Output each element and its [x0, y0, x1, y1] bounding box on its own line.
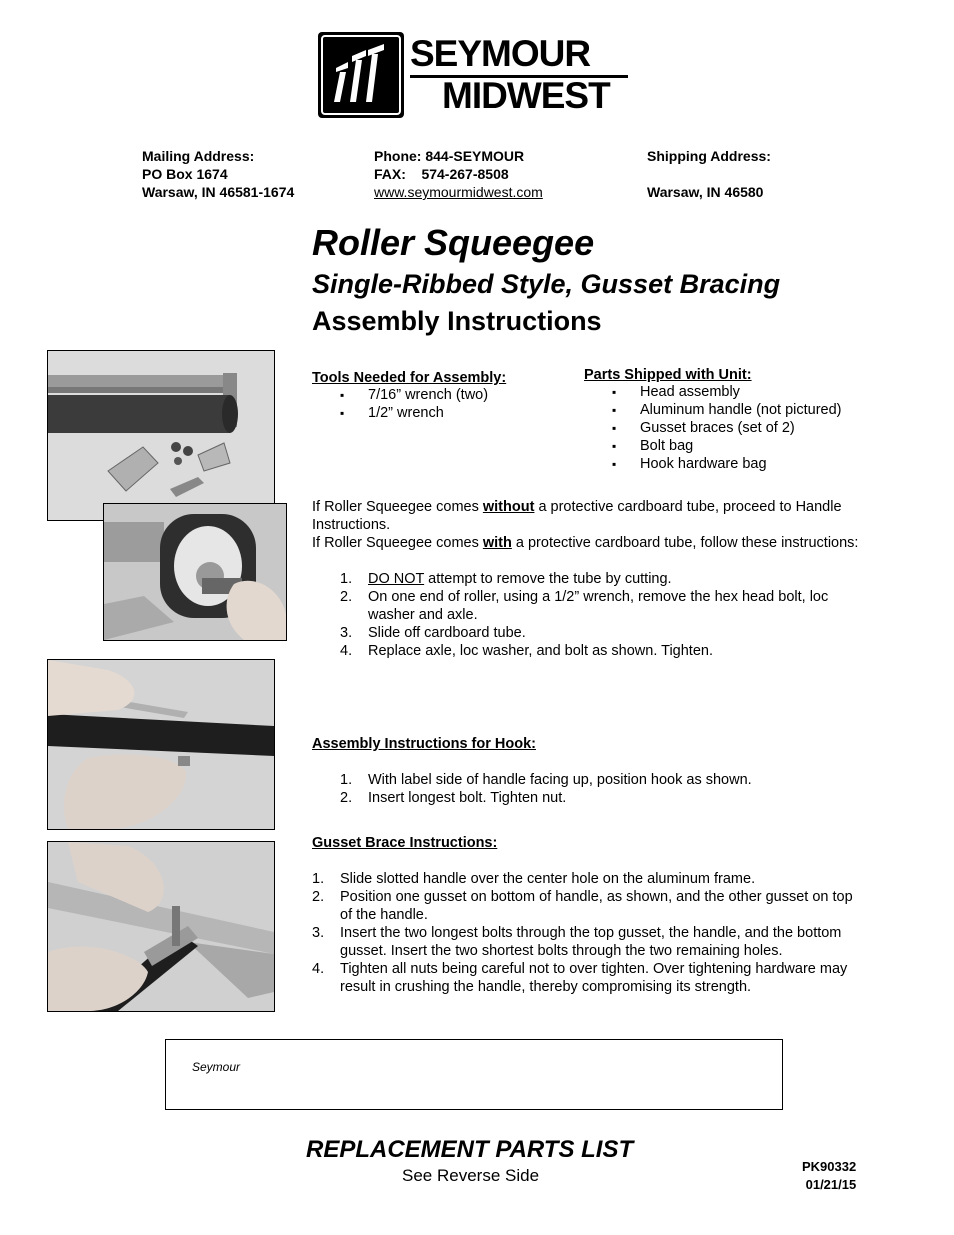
text-span: attempt to remove the tube by cutting.	[424, 571, 672, 587]
text-span: If Roller Squeegee comes	[312, 535, 483, 551]
parts-section	[584, 367, 842, 473]
shipping-line	[647, 165, 771, 183]
gusset-heading: Gusset Brace Instructions:	[312, 835, 498, 851]
page-subtitle: Single-Ribbed Style, Gusset Bracing	[312, 269, 781, 299]
tools-section	[312, 370, 506, 422]
list-item: 1. DO NOT attempt to remove the tube by cutting.	[340, 571, 672, 587]
document-date: 01/21/15	[805, 1177, 857, 1192]
list-item: ▪ Head assembly	[584, 383, 842, 401]
hook-steps	[312, 771, 867, 807]
list-item: ▪ Aluminum handle (not pictured)	[584, 401, 842, 419]
list-item: 2. Insert longest bolt. Tighten nut.	[340, 790, 567, 806]
text-span: With label side of handle facing up, position hook as shown.	[368, 772, 752, 788]
document-code	[802, 1158, 856, 1194]
list-item: 1. With label side of handle facing up, position hook as shown.	[340, 772, 752, 788]
mailing-label: Mailing Address:	[142, 148, 255, 164]
list-item: 2. On one end of roller, using a 1/2” wrench, remove the hex head bolt, loc washer and axle.	[340, 589, 829, 623]
contact-info	[374, 147, 543, 201]
mailing-po-box: PO Box 1674	[142, 166, 228, 182]
text-span: On one end of roller, using a 1/2” wrench, remove the hex head bolt, loc washer and axle.	[368, 589, 829, 623]
logo-text-bottom: MIDWEST	[442, 75, 610, 116]
photo-roller-bolt	[103, 503, 287, 641]
do-not-emphasis: DO NOT	[368, 571, 425, 587]
tools-heading: Tools Needed for Assembly:	[312, 370, 507, 386]
text-span: Insert the two longest bolts through the top gusset, the handle, and the bottom gusset. Insert the two shortest bolts through the two remaining holes.	[340, 925, 842, 959]
shipping-address	[647, 147, 771, 201]
page-title: Roller Squeegee	[312, 222, 595, 263]
replacement-parts-heading: REPLACEMENT PARTS LIST	[306, 1136, 634, 1163]
hook-heading: Assembly Instructions for Hook:	[312, 736, 536, 752]
text-span: Insert longest bolt. Tighten nut.	[368, 790, 567, 806]
emphasis-without: without	[482, 499, 535, 515]
logo-mark-icon	[318, 32, 404, 118]
part-number: PK90332	[802, 1159, 857, 1174]
list-item: ▪ Hook hardware bag	[584, 455, 842, 473]
text-span: Tighten all nuts being careful not to over tighten. Over tightening hardware may result in crushing the handle, thereby compromising its strength.	[340, 961, 848, 995]
list-item: ▪ 7/16” wrench (two)	[312, 386, 506, 404]
photo-parts-kit	[47, 350, 275, 521]
list-item: ▪ Bolt bag	[584, 437, 842, 455]
list-item: 3. Slide off cardboard tube.	[340, 625, 526, 641]
emphasis-with: with	[482, 535, 512, 551]
fax-label: FAX:	[374, 166, 406, 182]
phone-number: 844-SEYMOUR	[425, 148, 525, 164]
phone-label: Phone:	[374, 148, 422, 164]
shipping-city: Warsaw, IN 46580	[647, 184, 764, 200]
tube-paragraph-with	[312, 534, 867, 552]
gusset-steps	[312, 870, 867, 996]
see-reverse-text: See Reverse Side	[402, 1166, 540, 1185]
list-item: 2. Position one gusset on bottom of handle, as shown, and the other gusset on top of the handle.	[312, 889, 853, 923]
list-item: 4. Replace axle, loc washer, and bolt as shown. Tighten.	[340, 643, 713, 659]
mailing-address	[142, 147, 294, 201]
parts-heading: Parts Shipped with Unit:	[584, 367, 752, 383]
website-link[interactable]: www.seymourmidwest.com	[374, 184, 543, 200]
text-span: a protective cardboard tube, follow these instructions:	[511, 535, 859, 551]
text-span: Slide off cardboard tube.	[368, 625, 526, 641]
shipping-label: Shipping Address:	[647, 148, 771, 164]
fax-number: 574-267-8508	[421, 166, 509, 182]
gusset-section	[312, 834, 867, 996]
list-item: 3. Insert the two longest bolts through the top gusset, the handle, and the bottom gusset. Insert the two shortest bolts through the two remaining holes.	[312, 925, 842, 959]
list-item: ▪ Gusset braces (set of 2)	[584, 419, 842, 437]
list-item: 1. Slide slotted handle over the center hole on the aluminum frame.	[312, 871, 756, 887]
photo-gusset-brace	[47, 841, 275, 1012]
mailing-city: Warsaw, IN 46581-1674	[142, 184, 295, 200]
text-span: If Roller Squeegee comes	[312, 499, 483, 515]
tube-instructions	[312, 498, 867, 660]
parts-list	[584, 383, 842, 473]
hook-section	[312, 735, 867, 807]
tube-paragraph-without	[312, 498, 867, 534]
list-item: 4. Tighten all nuts being careful not to over tighten. Over tightening hardware may result in crushing the handle, thereby compromising its strength.	[312, 961, 848, 995]
note-box-text: Seymour	[192, 1060, 241, 1074]
text-span: Replace axle, loc washer, and bolt as shown. Tighten.	[368, 643, 713, 659]
tools-list	[312, 386, 506, 422]
page-subtitle-instructions: Assembly Instructions	[312, 306, 602, 336]
text-span: Position one gusset on bottom of handle, as shown, and the other gusset on top of the handle.	[340, 889, 853, 923]
photo-hook-assembly	[47, 659, 275, 830]
logo-text-top: SEYMOUR	[410, 33, 591, 74]
company-logo	[318, 32, 630, 122]
tube-steps	[312, 570, 867, 660]
note-box	[165, 1039, 783, 1110]
list-item: ▪ 1/2” wrench	[312, 404, 506, 422]
text-span: Slide slotted handle over the center hole on the aluminum frame.	[340, 871, 756, 887]
text-span: a protective cardboard tube, proceed to Handle Instructions.	[312, 499, 842, 533]
